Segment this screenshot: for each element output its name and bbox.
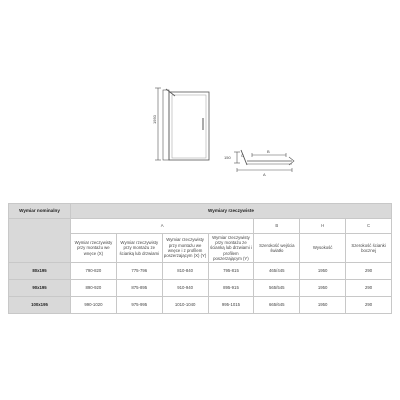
table-cell: 995-1015: [208, 297, 254, 314]
table-cell: 875-895: [116, 280, 162, 297]
table-row: [9, 263, 392, 280]
offset-dimension-label: 150: [224, 155, 231, 160]
group-header-b: B: [254, 219, 300, 234]
row-label: 100x195: [9, 297, 71, 314]
sub-header: Wymiar rzeczywisty przy montażu we wnęce i z profilem poszerzającym (X) (Y): [162, 234, 208, 263]
table-cell: 665/645: [254, 297, 300, 314]
table-cell: 465/445: [254, 263, 300, 280]
group-header-a: A: [71, 219, 254, 234]
table-row: [9, 280, 392, 297]
table-cell: 290: [346, 263, 392, 280]
table-cell: 1950: [300, 263, 346, 280]
actual-dimensions-header: Wymiary rzeczywiste: [71, 204, 392, 219]
table-cell: 775-796: [116, 263, 162, 280]
front-view-drawing: [155, 88, 209, 160]
sub-header: Szerokość wejścia światło: [254, 234, 300, 263]
dimensions-table: [8, 203, 392, 314]
table-cell: 1950: [300, 280, 346, 297]
table-header-row: [9, 204, 392, 219]
row-label: 80x195: [9, 263, 71, 280]
table-cell: 795-815: [208, 263, 254, 280]
group-header-h: H: [300, 219, 346, 234]
sub-header: Wysokość: [300, 234, 346, 263]
sub-header: Wymiar rzeczywisty przy montażu we wnęce (X): [71, 234, 117, 263]
group-header-row: [9, 219, 392, 234]
table-cell: 790-820: [71, 263, 117, 280]
table-cell: 290: [346, 297, 392, 314]
table-cell: 290: [346, 280, 392, 297]
table-cell: 990-1020: [71, 297, 117, 314]
table-cell: 565/545: [254, 280, 300, 297]
corner-blank-cell: [9, 219, 71, 263]
sub-header: Wymiar rzeczywisty przy montażu ze ścianką lub drzwiami i profilem poszerzającym (Y): [208, 234, 254, 263]
height-dimension-label: 1950: [152, 115, 157, 124]
table-cell: 975-995: [116, 297, 162, 314]
table-cell: 910-940: [162, 280, 208, 297]
table-cell: 890-920: [71, 280, 117, 297]
dim-c-label: C: [241, 153, 244, 158]
table-row: [9, 297, 392, 314]
sub-header: Szerokość ścianki bocznej: [346, 234, 392, 263]
table-cell: 895-915: [208, 280, 254, 297]
table-cell: 1950: [300, 297, 346, 314]
dim-a-label: A: [263, 172, 266, 177]
row-label: 90x195: [9, 280, 71, 297]
table-cell: 1010-1040: [162, 297, 208, 314]
sub-header: Wymiar rzeczywisty przy montażu ze ścianką lub drzwiami: [116, 234, 162, 263]
nominal-size-header: Wymiar nominalny: [9, 204, 71, 219]
table-cell: 810-840: [162, 263, 208, 280]
group-header-c: C: [346, 219, 392, 234]
dim-b-label: B: [267, 149, 270, 154]
